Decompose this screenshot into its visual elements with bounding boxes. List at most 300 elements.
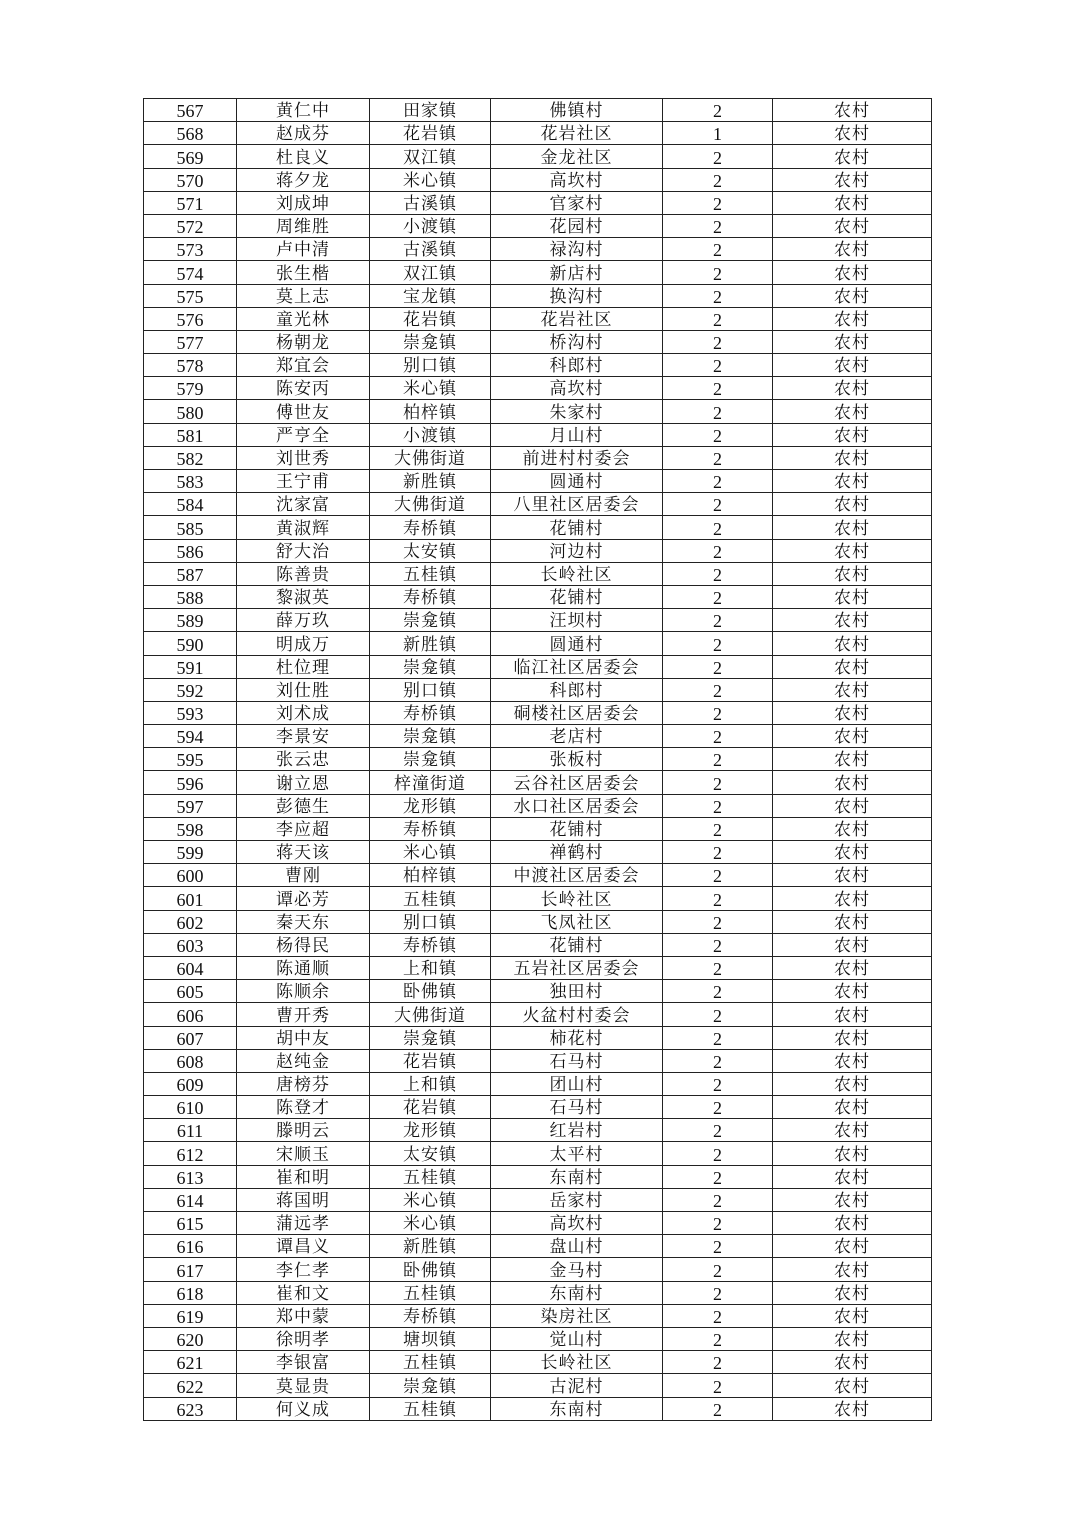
area-type-cell: 农村 (773, 1374, 932, 1397)
town-cell: 米心镇 (370, 377, 491, 400)
household-count-cell: 2 (663, 1212, 773, 1235)
serial-number-cell: 596 (144, 771, 237, 794)
village-cell: 团山村 (491, 1072, 663, 1095)
person-name-cell: 陈安丙 (237, 377, 370, 400)
area-type-cell: 农村 (773, 1397, 932, 1420)
household-count-cell: 2 (663, 539, 773, 562)
person-name-cell: 滕明云 (237, 1119, 370, 1142)
serial-number-cell: 568 (144, 122, 237, 145)
household-count-cell: 2 (663, 446, 773, 469)
serial-number-cell: 569 (144, 145, 237, 168)
table-row (144, 748, 932, 771)
person-name-cell: 杨得民 (237, 933, 370, 956)
town-cell: 柏梓镇 (370, 400, 491, 423)
person-name-cell: 莫上志 (237, 284, 370, 307)
town-cell: 田家镇 (370, 99, 491, 122)
village-cell: 科郎村 (491, 678, 663, 701)
household-count-cell: 2 (663, 214, 773, 237)
village-cell: 高坎村 (491, 168, 663, 191)
town-cell: 花岩镇 (370, 1049, 491, 1072)
town-cell: 小渡镇 (370, 423, 491, 446)
serial-number-cell: 579 (144, 377, 237, 400)
area-type-cell: 农村 (773, 145, 932, 168)
serial-number-cell: 617 (144, 1258, 237, 1281)
table-row (144, 354, 932, 377)
person-name-cell: 曹开秀 (237, 1003, 370, 1026)
area-type-cell: 农村 (773, 1281, 932, 1304)
household-count-cell: 2 (663, 701, 773, 724)
table-row (144, 864, 932, 887)
table-row (144, 493, 932, 516)
table-row (144, 1281, 932, 1304)
table-row (144, 632, 932, 655)
village-cell: 朱家村 (491, 400, 663, 423)
table-row (144, 725, 932, 748)
table-row (144, 1304, 932, 1327)
area-type-cell: 农村 (773, 516, 932, 539)
household-count-cell: 2 (663, 771, 773, 794)
area-type-cell: 农村 (773, 1049, 932, 1072)
village-cell: 金龙社区 (491, 145, 663, 168)
town-cell: 大佛街道 (370, 446, 491, 469)
village-cell: 古泥村 (491, 1374, 663, 1397)
household-count-cell: 2 (663, 470, 773, 493)
table-row (144, 377, 932, 400)
table-row (144, 330, 932, 353)
town-cell: 新胜镇 (370, 470, 491, 493)
household-count-cell: 2 (663, 1188, 773, 1211)
household-count-cell: 2 (663, 1119, 773, 1142)
serial-number-cell: 573 (144, 238, 237, 261)
village-cell: 觉山村 (491, 1327, 663, 1350)
table-row (144, 609, 932, 632)
village-cell: 月山村 (491, 423, 663, 446)
village-cell: 张板村 (491, 748, 663, 771)
household-count-cell: 2 (663, 887, 773, 910)
person-name-cell: 张云忠 (237, 748, 370, 771)
table-row (144, 238, 932, 261)
town-cell: 米心镇 (370, 1188, 491, 1211)
table-row (144, 470, 932, 493)
table-row (144, 284, 932, 307)
town-cell: 五桂镇 (370, 1351, 491, 1374)
area-type-cell: 农村 (773, 864, 932, 887)
village-cell: 长岭社区 (491, 887, 663, 910)
serial-number-cell: 600 (144, 864, 237, 887)
town-cell: 寿桥镇 (370, 516, 491, 539)
table-row (144, 261, 932, 284)
area-type-cell: 农村 (773, 725, 932, 748)
serial-number-cell: 609 (144, 1072, 237, 1095)
area-type-cell: 农村 (773, 841, 932, 864)
person-name-cell: 舒大治 (237, 539, 370, 562)
village-cell: 花园村 (491, 214, 663, 237)
household-count-cell: 2 (663, 493, 773, 516)
table-row (144, 1119, 932, 1142)
area-type-cell: 农村 (773, 539, 932, 562)
area-type-cell: 农村 (773, 1026, 932, 1049)
household-count-cell: 2 (663, 99, 773, 122)
table-row (144, 1142, 932, 1165)
village-cell: 盘山村 (491, 1235, 663, 1258)
area-type-cell: 农村 (773, 493, 932, 516)
roster-table-body (144, 99, 932, 1421)
serial-number-cell: 578 (144, 354, 237, 377)
person-name-cell: 黄淑辉 (237, 516, 370, 539)
area-type-cell: 农村 (773, 377, 932, 400)
person-name-cell: 曹刚 (237, 864, 370, 887)
household-count-cell: 2 (663, 655, 773, 678)
person-name-cell: 胡中友 (237, 1026, 370, 1049)
village-cell: 太平村 (491, 1142, 663, 1165)
village-cell: 金马村 (491, 1258, 663, 1281)
table-row (144, 1327, 932, 1350)
person-name-cell: 陈顺余 (237, 980, 370, 1003)
person-name-cell: 李仁孝 (237, 1258, 370, 1281)
household-count-cell: 2 (663, 423, 773, 446)
table-row (144, 1096, 932, 1119)
household-count-cell: 2 (663, 354, 773, 377)
household-count-cell: 2 (663, 817, 773, 840)
town-cell: 双江镇 (370, 261, 491, 284)
person-name-cell: 蒋国明 (237, 1188, 370, 1211)
town-cell: 五桂镇 (370, 887, 491, 910)
area-type-cell: 农村 (773, 794, 932, 817)
household-count-cell: 2 (663, 516, 773, 539)
household-count-cell: 2 (663, 1351, 773, 1374)
person-name-cell: 彭德生 (237, 794, 370, 817)
household-count-cell: 2 (663, 191, 773, 214)
serial-number-cell: 622 (144, 1374, 237, 1397)
household-count-cell: 2 (663, 330, 773, 353)
village-cell: 云谷社区居委会 (491, 771, 663, 794)
serial-number-cell: 588 (144, 585, 237, 608)
village-cell: 花铺村 (491, 516, 663, 539)
area-type-cell: 农村 (773, 122, 932, 145)
serial-number-cell: 583 (144, 470, 237, 493)
serial-number-cell: 601 (144, 887, 237, 910)
serial-number-cell: 575 (144, 284, 237, 307)
household-count-cell: 2 (663, 794, 773, 817)
town-cell: 崇龛镇 (370, 725, 491, 748)
area-type-cell: 农村 (773, 330, 932, 353)
person-name-cell: 郑宜会 (237, 354, 370, 377)
village-cell: 官家村 (491, 191, 663, 214)
serial-number-cell: 607 (144, 1026, 237, 1049)
village-cell: 东南村 (491, 1281, 663, 1304)
town-cell: 塘坝镇 (370, 1327, 491, 1350)
person-name-cell: 李景安 (237, 725, 370, 748)
table-row (144, 1397, 932, 1420)
town-cell: 古溪镇 (370, 191, 491, 214)
area-type-cell: 农村 (773, 632, 932, 655)
table-row (144, 562, 932, 585)
serial-number-cell: 587 (144, 562, 237, 585)
area-type-cell: 农村 (773, 1304, 932, 1327)
person-name-cell: 杜位理 (237, 655, 370, 678)
serial-number-cell: 604 (144, 956, 237, 979)
household-count-cell: 2 (663, 864, 773, 887)
village-cell: 禅鹤村 (491, 841, 663, 864)
household-count-cell: 2 (663, 956, 773, 979)
village-cell: 桥沟村 (491, 330, 663, 353)
household-count-cell: 2 (663, 678, 773, 701)
village-cell: 染房社区 (491, 1304, 663, 1327)
town-cell: 寿桥镇 (370, 585, 491, 608)
person-name-cell: 杨朝龙 (237, 330, 370, 353)
person-name-cell: 李应超 (237, 817, 370, 840)
table-row (144, 516, 932, 539)
area-type-cell: 农村 (773, 470, 932, 493)
serial-number-cell: 613 (144, 1165, 237, 1188)
town-cell: 双江镇 (370, 145, 491, 168)
person-name-cell: 崔和文 (237, 1281, 370, 1304)
table-row (144, 99, 932, 122)
town-cell: 寿桥镇 (370, 817, 491, 840)
area-type-cell: 农村 (773, 307, 932, 330)
table-row (144, 585, 932, 608)
village-cell: 石马村 (491, 1096, 663, 1119)
household-count-cell: 2 (663, 1235, 773, 1258)
table-row (144, 168, 932, 191)
table-row (144, 122, 932, 145)
household-count-cell: 2 (663, 284, 773, 307)
village-cell: 飞凤社区 (491, 910, 663, 933)
person-name-cell: 陈登才 (237, 1096, 370, 1119)
table-row (144, 817, 932, 840)
area-type-cell: 农村 (773, 446, 932, 469)
serial-number-cell: 611 (144, 1119, 237, 1142)
serial-number-cell: 593 (144, 701, 237, 724)
area-type-cell: 农村 (773, 261, 932, 284)
table-row (144, 678, 932, 701)
town-cell: 崇龛镇 (370, 609, 491, 632)
area-type-cell: 农村 (773, 168, 932, 191)
person-name-cell: 秦天东 (237, 910, 370, 933)
household-count-cell: 2 (663, 1049, 773, 1072)
village-cell: 河边村 (491, 539, 663, 562)
area-type-cell: 农村 (773, 910, 932, 933)
person-name-cell: 谭昌义 (237, 1235, 370, 1258)
person-name-cell: 傅世友 (237, 400, 370, 423)
town-cell: 花岩镇 (370, 1096, 491, 1119)
town-cell: 崇龛镇 (370, 1374, 491, 1397)
area-type-cell: 农村 (773, 1258, 932, 1281)
household-count-cell: 2 (663, 1304, 773, 1327)
person-name-cell: 陈通顺 (237, 956, 370, 979)
table-row (144, 1072, 932, 1095)
serial-number-cell: 606 (144, 1003, 237, 1026)
person-name-cell: 黄仁中 (237, 99, 370, 122)
household-count-cell: 2 (663, 261, 773, 284)
town-cell: 花岩镇 (370, 122, 491, 145)
household-count-cell: 2 (663, 1096, 773, 1119)
village-cell: 汪坝村 (491, 609, 663, 632)
person-name-cell: 严亨全 (237, 423, 370, 446)
household-count-cell: 2 (663, 238, 773, 261)
household-count-cell: 2 (663, 1072, 773, 1095)
serial-number-cell: 615 (144, 1212, 237, 1235)
serial-number-cell: 571 (144, 191, 237, 214)
town-cell: 上和镇 (370, 956, 491, 979)
village-cell: 水口社区居委会 (491, 794, 663, 817)
household-count-cell: 2 (663, 980, 773, 1003)
town-cell: 崇龛镇 (370, 330, 491, 353)
town-cell: 米心镇 (370, 168, 491, 191)
village-cell: 独田村 (491, 980, 663, 1003)
person-name-cell: 郑中蒙 (237, 1304, 370, 1327)
town-cell: 宝龙镇 (370, 284, 491, 307)
village-cell: 高坎村 (491, 1212, 663, 1235)
town-cell: 别口镇 (370, 354, 491, 377)
person-name-cell: 蒋天该 (237, 841, 370, 864)
household-count-cell: 2 (663, 562, 773, 585)
area-type-cell: 农村 (773, 1142, 932, 1165)
person-name-cell: 谢立恩 (237, 771, 370, 794)
serial-number-cell: 582 (144, 446, 237, 469)
village-cell: 长岭社区 (491, 1351, 663, 1374)
serial-number-cell: 618 (144, 1281, 237, 1304)
area-type-cell: 农村 (773, 980, 932, 1003)
table-row (144, 1165, 932, 1188)
village-cell: 中渡社区居委会 (491, 864, 663, 887)
person-name-cell: 卢中清 (237, 238, 370, 261)
person-name-cell: 蒋夕龙 (237, 168, 370, 191)
town-cell: 别口镇 (370, 678, 491, 701)
table-row (144, 841, 932, 864)
person-name-cell: 谭必芳 (237, 887, 370, 910)
village-cell: 圆通村 (491, 470, 663, 493)
area-type-cell: 农村 (773, 748, 932, 771)
village-cell: 佛镇村 (491, 99, 663, 122)
serial-number-cell: 599 (144, 841, 237, 864)
table-row (144, 1235, 932, 1258)
serial-number-cell: 577 (144, 330, 237, 353)
household-count-cell: 2 (663, 1142, 773, 1165)
household-count-cell: 2 (663, 400, 773, 423)
table-row (144, 191, 932, 214)
serial-number-cell: 610 (144, 1096, 237, 1119)
household-count-cell: 2 (663, 1258, 773, 1281)
serial-number-cell: 584 (144, 493, 237, 516)
person-name-cell: 明成万 (237, 632, 370, 655)
town-cell: 太安镇 (370, 539, 491, 562)
serial-number-cell: 581 (144, 423, 237, 446)
area-type-cell: 农村 (773, 238, 932, 261)
area-type-cell: 农村 (773, 1351, 932, 1374)
serial-number-cell: 586 (144, 539, 237, 562)
household-count-cell: 2 (663, 307, 773, 330)
person-name-cell: 陈善贵 (237, 562, 370, 585)
village-cell: 花铺村 (491, 585, 663, 608)
household-count-cell: 2 (663, 748, 773, 771)
table-row (144, 1188, 932, 1211)
village-cell: 禄沟村 (491, 238, 663, 261)
town-cell: 小渡镇 (370, 214, 491, 237)
table-row (144, 655, 932, 678)
area-type-cell: 农村 (773, 191, 932, 214)
serial-number-cell: 616 (144, 1235, 237, 1258)
household-count-cell: 2 (663, 725, 773, 748)
household-count-cell: 2 (663, 585, 773, 608)
serial-number-cell: 614 (144, 1188, 237, 1211)
serial-number-cell: 605 (144, 980, 237, 1003)
area-type-cell: 农村 (773, 1212, 932, 1235)
table-row (144, 956, 932, 979)
serial-number-cell: 585 (144, 516, 237, 539)
household-count-cell: 2 (663, 168, 773, 191)
area-type-cell: 农村 (773, 354, 932, 377)
town-cell: 崇龛镇 (370, 655, 491, 678)
town-cell: 梓潼街道 (370, 771, 491, 794)
person-name-cell: 李银富 (237, 1351, 370, 1374)
person-name-cell: 刘世秀 (237, 446, 370, 469)
person-name-cell: 薛万玖 (237, 609, 370, 632)
serial-number-cell: 598 (144, 817, 237, 840)
area-type-cell: 农村 (773, 933, 932, 956)
town-cell: 柏梓镇 (370, 864, 491, 887)
household-count-cell: 1 (663, 122, 773, 145)
serial-number-cell: 592 (144, 678, 237, 701)
village-cell: 换沟村 (491, 284, 663, 307)
town-cell: 龙形镇 (370, 794, 491, 817)
person-name-cell: 黎淑英 (237, 585, 370, 608)
area-type-cell: 农村 (773, 214, 932, 237)
table-row (144, 933, 932, 956)
table-row (144, 980, 932, 1003)
table-row (144, 794, 932, 817)
serial-number-cell: 570 (144, 168, 237, 191)
village-cell: 火盆村村委会 (491, 1003, 663, 1026)
person-name-cell: 徐明孝 (237, 1327, 370, 1350)
table-row (144, 771, 932, 794)
person-name-cell: 蒲远孝 (237, 1212, 370, 1235)
area-type-cell: 农村 (773, 1096, 932, 1119)
household-count-cell: 2 (663, 1003, 773, 1026)
household-count-cell: 2 (663, 632, 773, 655)
village-cell: 东南村 (491, 1165, 663, 1188)
town-cell: 大佛街道 (370, 493, 491, 516)
person-name-cell: 张生楷 (237, 261, 370, 284)
area-type-cell: 农村 (773, 284, 932, 307)
area-type-cell: 农村 (773, 1072, 932, 1095)
table-row (144, 1026, 932, 1049)
table-row (144, 446, 932, 469)
area-type-cell: 农村 (773, 1188, 932, 1211)
town-cell: 崇龛镇 (370, 748, 491, 771)
village-cell: 长岭社区 (491, 562, 663, 585)
village-cell: 临江社区居委会 (491, 655, 663, 678)
area-type-cell: 农村 (773, 609, 932, 632)
area-type-cell: 农村 (773, 887, 932, 910)
area-type-cell: 农村 (773, 1327, 932, 1350)
town-cell: 卧佛镇 (370, 980, 491, 1003)
person-name-cell: 沈家富 (237, 493, 370, 516)
serial-number-cell: 619 (144, 1304, 237, 1327)
town-cell: 别口镇 (370, 910, 491, 933)
serial-number-cell: 623 (144, 1397, 237, 1420)
person-name-cell: 赵纯金 (237, 1049, 370, 1072)
table-row (144, 145, 932, 168)
village-cell: 花岩社区 (491, 122, 663, 145)
area-type-cell: 农村 (773, 99, 932, 122)
village-cell: 柿花村 (491, 1026, 663, 1049)
person-name-cell: 莫显贵 (237, 1374, 370, 1397)
household-count-cell: 2 (663, 910, 773, 933)
household-count-cell: 2 (663, 1026, 773, 1049)
person-name-cell: 何义成 (237, 1397, 370, 1420)
table-row (144, 539, 932, 562)
